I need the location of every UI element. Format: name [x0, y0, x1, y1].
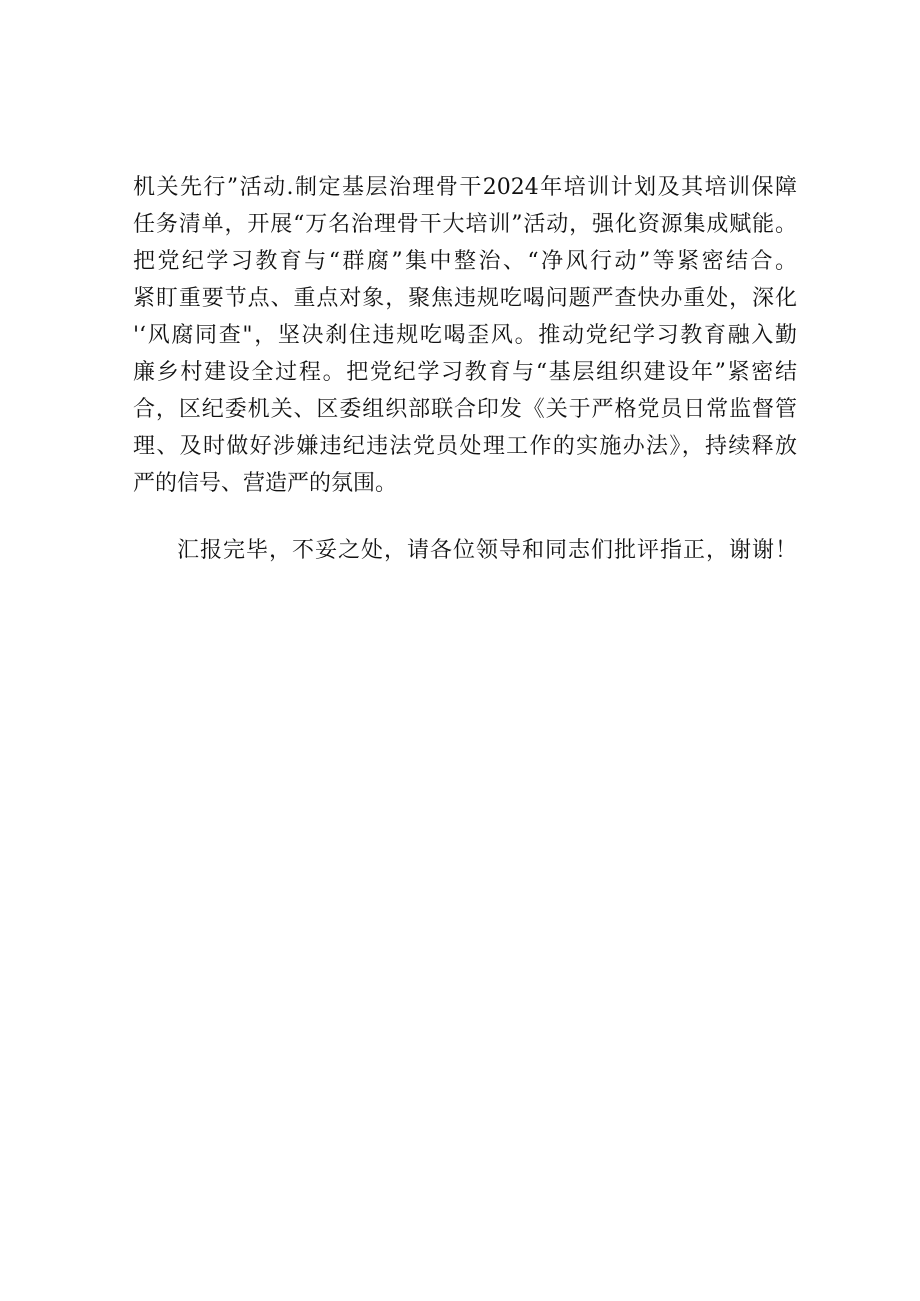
- paragraph-line-3: 把党纪学习教育与“群腐”集中整治、“净风行动”等紧密结合。: [133, 249, 797, 274]
- paragraph-line-8: 理、及时做好涉嫌违纪违法党员处理工作的实施办法》，持续释放: [133, 434, 797, 459]
- paragraph-line-7: 合，区纪委机关、区委组织部联合印发《关于严格党员日常监督管: [133, 397, 797, 422]
- paragraph-line-4: 紧盯重要节点、重点对象，聚焦违规吃喝问题严查快办重处，深化: [133, 286, 797, 311]
- closing-remark: 汇报完毕，不妥之处，请各位领导和同志们批评指正，谢谢！: [177, 538, 797, 563]
- paragraph-line-1: 机关先行”活动.制定基层治理骨干2024年培训计划及其培训保障: [133, 175, 797, 200]
- paragraph-line-5: '‘风腐同查"，坚决刹住违规吃喝歪风。推动党纪学习教育融入勤: [133, 323, 797, 348]
- paragraph-line-2: 任务清单，开展“万名治理骨干大培训”活动，强化资源集成赋能。: [133, 212, 797, 237]
- paragraph-line-6: 廉乡村建设全过程。把党纪学习教育与“基层组织建设年”紧密结: [133, 360, 797, 385]
- paragraph-line-9: 严的信号、营造严的氛围。: [133, 471, 398, 496]
